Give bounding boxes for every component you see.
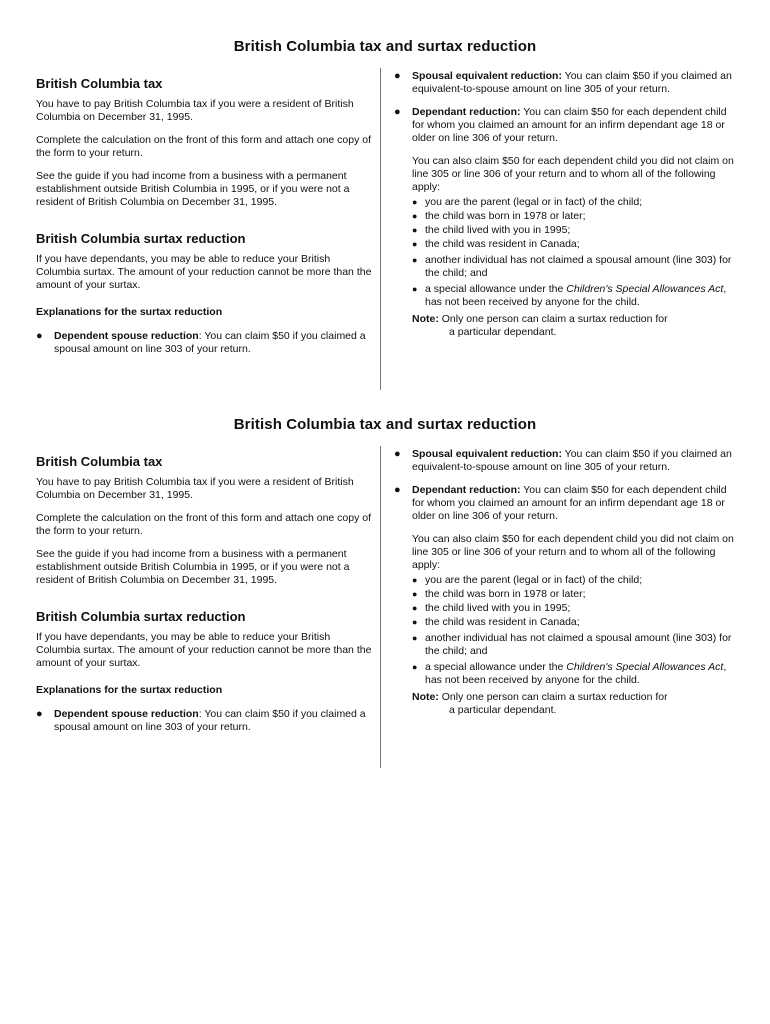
condition-item: ● the child was born in 1978 or later; [412,588,586,600]
bullet-icon: ● [394,448,401,460]
spousal-equivalent-text: You can claim $50 if you claimed an equivalent-to-spouse amount on line 305 of your return. [412,70,732,95]
dependent-spouse-text: : You can claim $50 if you claimed a spousal amount on line 303 of your return. [54,330,366,355]
bullet-icon: ● [412,575,418,585]
bullet-icon: ● [394,70,401,82]
heading-bc-tax: British Columbia tax [36,76,163,91]
note [394,691,734,717]
dependant-reduction-text: You can claim $50 for each dependent child for whom you claimed an amount for an infirm dependant age 18 or older on line 306 of your return. [412,106,727,144]
note-label: Note: [412,691,439,703]
heading-explanations: Explanations for the surtax reduction [36,306,223,318]
bullet-icon: ● [412,284,418,294]
paragraph-calculation: Complete the calculation on the front of this form and attach one copy of the form to your return. [36,134,372,159]
heading-explanations: Explanations for the surtax reduction [36,684,223,696]
paragraph-dependants: If you have dependants, you may be able to reduce your British Columbia surtax. The amount of your reduction cannot be more than the amount of your surtax. [36,253,372,291]
spousal-equivalent-label: Spousal equivalent reduction: [412,448,562,460]
note-continuation: a particular dependant. [449,326,557,338]
bullet-icon: ● [36,330,43,342]
paragraph-residency: You have to pay British Columbia tax if you were a resident of British Columbia on December 31, 1995. [36,476,354,501]
condition-item: ● you are the parent (legal or in fact) of the child; [412,196,643,208]
bullet-icon: ● [412,211,418,221]
dependent-spouse-label: Dependent spouse reduction [54,708,199,720]
section-top [0,38,770,416]
bullet-dependant-reduction [394,484,734,523]
bullet-icon: ● [412,589,418,599]
condition-item: ● a special allowance under the Children's Special Allowances Act, has not been received by anyone for the child. [412,283,727,308]
bullet-icon: ● [412,197,418,207]
right-column [394,448,734,717]
conditions-list [412,574,734,687]
paragraph-residency: You have to pay British Columbia tax if you were a resident of British Columbia on December 31, 1995. [36,98,354,123]
bullet-icon: ● [412,662,418,672]
condition-item: ● the child was born in 1978 or later; [412,210,586,222]
condition-item: ● the child lived with you in 1995; [412,224,571,236]
heading-bc-tax: British Columbia tax [36,454,163,469]
bullet-icon: ● [394,484,401,496]
bullet-spousal-equivalent [394,70,734,96]
paragraph-calculation: Complete the calculation on the front of this form and attach one copy of the form to your return. [36,512,372,537]
note-continuation: a particular dependant. [449,704,557,716]
heading-surtax-reduction: British Columbia surtax reduction [36,609,246,624]
bullet-icon: ● [412,617,418,627]
conditions-list [412,196,734,309]
section-title: British Columbia tax and surtax reduction [233,416,537,433]
section-bottom [0,416,770,794]
bullet-spousal-equivalent [394,448,734,474]
column-divider [380,68,381,390]
dependant-reduction-label: Dependant reduction: [412,106,521,118]
dependent-spouse-text: : You can claim $50 if you claimed a spousal amount on line 303 of your return. [54,708,366,733]
condition-item: ● another individual has not claimed a spousal amount (line 303) for the child; and [412,254,732,279]
paragraph-dependants: If you have dependants, you may be able to reduce your British Columbia surtax. The amount of your reduction cannot be more than the amount of your surtax. [36,631,372,669]
condition-item: ● the child was resident in Canada; [412,616,580,628]
section-title: British Columbia tax and surtax reduction [233,38,537,55]
paragraph-also-claim: You can also claim $50 for each dependent child you did not claim on line 305 or line 306 of your return and to whom all of the following apply: [412,533,734,571]
bullet-dependent-spouse [36,330,376,356]
note-label: Note: [412,313,439,325]
bullet-icon: ● [412,239,418,249]
spousal-equivalent-label: Spousal equivalent reduction: [412,70,562,82]
bullet-dependant-reduction [394,106,734,145]
bullet-icon: ● [412,225,418,235]
dependant-reduction-text: You can claim $50 for each dependent child for whom you claimed an amount for an infirm dependant age 18 or older on line 306 of your return. [412,484,727,522]
bullet-dependent-spouse [36,708,376,734]
condition-item: ● the child lived with you in 1995; [412,602,571,614]
left-column [36,76,376,366]
dependant-reduction-label: Dependant reduction: [412,484,521,496]
condition-item: ● a special allowance under the Children's Special Allowances Act, has not been received by anyone for the child. [412,661,727,686]
bullet-icon: ● [36,708,43,720]
dependent-spouse-label: Dependent spouse reduction [54,330,199,342]
spousal-equivalent-text: You can claim $50 if you claimed an equivalent-to-spouse amount on line 305 of your return. [412,448,732,473]
paragraph-guide: See the guide if you had income from a business with a permanent establishment outside British Columbia in 1995, or if you were not a resident of British Columbia on December 31, 1995. [36,170,350,208]
paragraph-guide: See the guide if you had income from a business with a permanent establishment outside British Columbia in 1995, or if you were not a resident of British Columbia on December 31, 1995. [36,548,350,586]
note-text: Only one person can claim a surtax reduction for [438,691,668,703]
column-divider [380,446,381,768]
bullet-icon: ● [412,255,418,265]
heading-surtax-reduction: British Columbia surtax reduction [36,231,246,246]
bullet-icon: ● [412,633,418,643]
bullet-icon: ● [394,106,401,118]
condition-item: ● another individual has not claimed a spousal amount (line 303) for the child; and [412,632,732,657]
right-column [394,70,734,339]
note-text: Only one person can claim a surtax reduction for [438,313,668,325]
condition-item: ● the child was resident in Canada; [412,238,580,250]
condition-item: ● you are the parent (legal or in fact) of the child; [412,574,643,586]
bullet-icon: ● [412,603,418,613]
note [394,313,734,339]
left-column [36,454,376,744]
paragraph-also-claim: You can also claim $50 for each dependent child you did not claim on line 305 or line 306 of your return and to whom all of the following apply: [412,155,734,193]
